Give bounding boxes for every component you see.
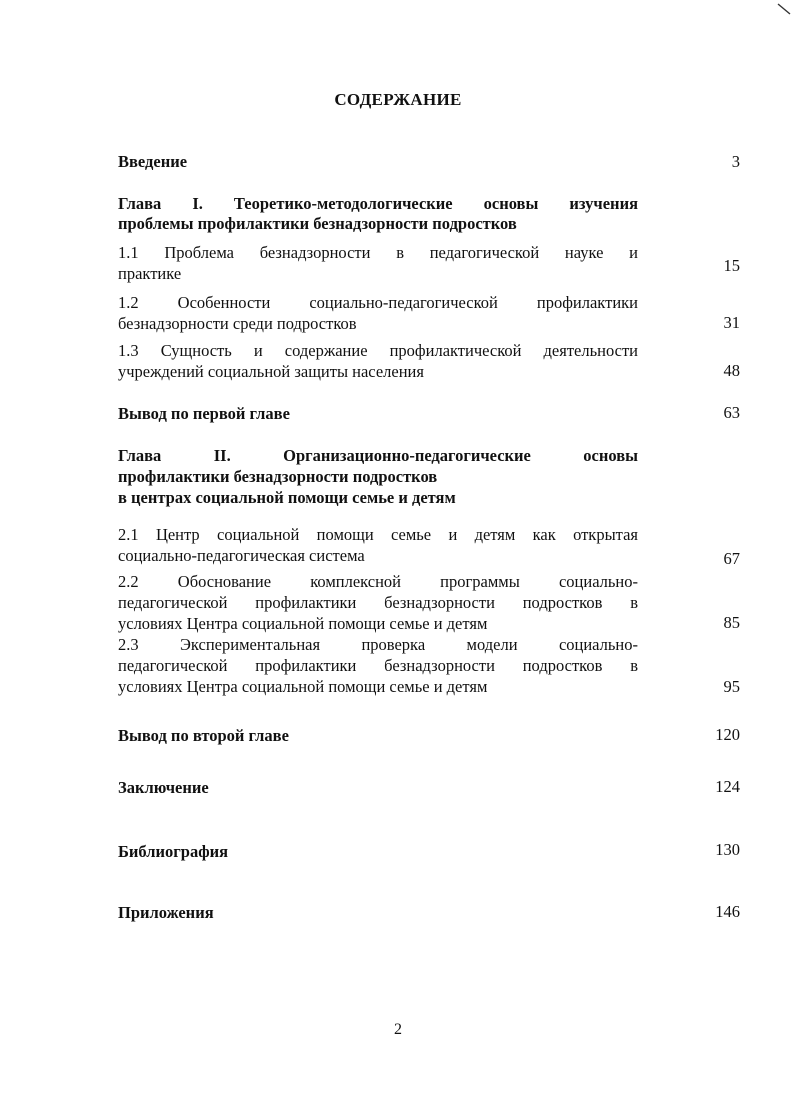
toc-section-2-3-line3: условиях Центра социальной помощи семье и детям [118,677,488,696]
toc-chapter1-line2: проблемы профилактики безнадзорности подростков [118,214,517,233]
toc-section-2-3-line1: 2.3 Экспериментальная проверка модели социально- [118,635,638,654]
toc-section-2-1-line2: социально-педагогическая система [118,546,365,565]
toc-section-2-3-line2: педагогической профилактики безнадзорности подростков в [118,656,638,675]
toc-section-2-1-page: 67 [723,549,740,568]
toc-section-2-2-line3: условиях Центра социальной помощи семье и детям [118,614,488,633]
toc-section-1-3-line1: 1.3 Сущность и содержание профилактической деятельности [118,341,638,360]
toc-chapter1-line1: Глава I. Теоретико-методологические основы изучения [118,194,638,213]
toc-section-2-2-line1: 2.2 Обоснование комплексной программы социально- [118,572,638,591]
toc-conclusion2-label: Вывод по второй главе [118,726,289,745]
toc-bibliography-label: Библиография [118,842,229,861]
toc-section-1-2-line1: 1.2 Особенности социально-педагогической профилактики [118,293,638,312]
toc-conclusion1-label: Вывод по первой главе [118,404,290,423]
toc-chapter2-line3: в центрах социальной помощи семье и детям [118,488,456,507]
toc-section-1-3-line2: учреждений социальной защиты населения [118,362,424,381]
toc-section-1-2-page: 31 [723,313,740,332]
toc-appendices-label: Приложения [118,903,214,922]
toc-section-2-2-page: 85 [723,613,740,632]
toc-conclusion1-page: 63 [723,403,740,422]
toc-section-1-3-page: 48 [723,361,740,380]
toc-intro-page: 3 [731,152,740,171]
toc-conclusion-page: 124 [715,777,740,796]
page-number: 2 [394,1021,402,1038]
toc-chapter2-line2: профилактики безнадзорности подростков [118,467,438,486]
toc-chapter2-line1: Глава II. Организационно-педагогические основы [118,446,638,465]
toc-section-1-2-line2: безнадзорности среди подростков [118,314,357,333]
toc-appendices-page: 146 [715,902,740,921]
toc-section-1-1-page: 15 [723,256,740,275]
toc-section-1-1-line1: 1.1 Проблема безнадзорности в педагогической науке и [118,243,638,262]
toc-conclusion2-page: 120 [715,725,740,744]
toc-section-1-1-line2: практике [118,264,182,283]
toc-conclusion-label: Заключение [118,778,209,797]
toc-bibliography-page: 130 [715,840,740,859]
toc-section-2-2-line2: педагогической профилактики безнадзорности подростков в [118,593,638,612]
scan-artifact-mark [776,2,792,16]
page-title: СОДЕРЖАНИЕ [334,90,462,109]
toc-section-2-1-line1: 2.1 Центр социальной помощи семье и детям как открытая [118,525,638,544]
toc-intro-label: Введение [118,152,188,171]
toc-section-2-3-page: 95 [723,677,740,696]
